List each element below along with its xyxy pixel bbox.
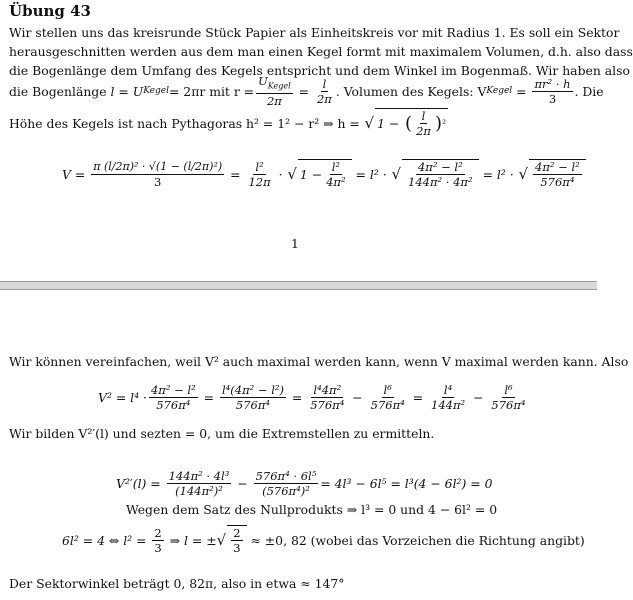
bogen-eq2: = 2πr mit r = (168, 83, 255, 99)
hoehe-text: Höhe des Kegels ist nach Pythagoras h² = 1² − r² ⇒ h = (9, 115, 360, 131)
page-1 (0, 0, 633, 281)
nullprodukt-line: Wegen dem Satz des Nullprodukts ⇒ l³ = 0 und 4 − 6l² = 0 (126, 502, 498, 517)
page-number: 1 (291, 236, 299, 251)
bogen-prefix: die Bogenlänge (9, 83, 107, 99)
bilden-line: Wir bilden V²′(l) und sezten = 0, um die Extremstellen zu ermitteln. (9, 426, 435, 441)
fraction-volume: $\frac{\text{πr² · h}}{3}$ (534, 76, 571, 106)
kegel-subscript: Kegel (143, 86, 169, 96)
intro-line-3: die Bogenlänge dem Umfang des Kegels entspricht und dem Winkel im Bogenmaß. Wir haben also (9, 63, 630, 78)
volume-equation: V = $\frac{\text{π (l/2π)² · √(1 − (l/2π)²)}}{3}$ = $\frac{\text{l²}}{12\pi}$ · √ 1 − $\frac{\text{l²}}{\text{4π²}}$ = l² · √ $\frac{\text{4π² − l²}}{\text{144π² · 4π²}}$ = l² · √ $\frac{\text{4π² − l²}}{\text{576π⁴}}$ (62, 152, 586, 196)
simplify-line: Wir können vereinfachen, weil V² auch maximal werden kann, wenn V maximal werden kann. Also (9, 354, 629, 369)
fraction-l-2pi: $\frac{l}{2\pi}$ (316, 76, 332, 106)
page-2 (0, 290, 629, 600)
hoehe-line: Höhe des Kegels ist nach Pythagoras h² = 1² − r² ⇒ h = √ 1 − ( $\frac{l}{2\pi}$ ) ² (9, 109, 447, 138)
bogen-line: die Bogenlänge l = U Kegel = 2πr mit r = $\frac{U_{Kegel}}{2\pi}$ = $\frac{l}{2\pi}$ . Volumen des Kegels: V Kegel = $\frac{\text{πr² · h}}{3}$ . Die (9, 73, 604, 109)
v2-equation: V² = l⁴ · $\frac{\text{4π² − l²}}{\text{576π⁴}}$ = $\frac{\text{l⁴(4π² − l²)}}{\text{576π⁴}}$ = $\frac{\text{l⁴4π²}}{\text{576π⁴}}$ − $\frac{\text{l⁶}}{\text{576π⁴}}$ = $\frac{\text{l⁴}}{\text{144π²}}$ − $\frac{\text{l⁶}}{\text{576π⁴}}$ (98, 382, 526, 412)
derivative-equation: V²′(l) = $\frac{\text{144π² · 4l³}}{\text{(144π²)²}}$ − $\frac{\text{576π⁴ · 6l⁵}}{\text{(576π⁴)²}}$ = 4l³ − 6l⁵ = l³(4 − 6l²) = 0 (116, 468, 493, 498)
fraction-v-main: $\frac{\text{π (l/2π)² · √(1 − (l/2π)²)}}{3}$ (93, 159, 223, 189)
die-text: . Die (574, 83, 604, 99)
page-separator (0, 281, 597, 290)
intro-line-1: Wir stellen uns das kreisrunde Stück Papier als Einheitskreis vor mit Radius 1. Es soll ein Sektor (9, 25, 620, 40)
sqrt-h: 1 − ( $\frac{l}{2\pi}$ ) ² (377, 109, 447, 138)
exercise-title: Übung 43 (9, 2, 91, 20)
solution-line: 6l² = 4 ⇔ l² = $\frac{2}{3}$ ⇒ l = ± √ $\frac{2}{3}$ ≈ ±0, 82 (wobei das Vorzeichen die Richtung angibt) (62, 525, 585, 555)
bogen-eq: l = U (110, 83, 144, 99)
volumen-text: . Volumen des Kegels: V (335, 83, 487, 99)
winkel-line: Der Sektorwinkel beträgt 0, 82π, also in etwa ≈ 147° (9, 576, 345, 591)
fraction-ukegel-2pi: $\frac{U_{Kegel}}{2\pi}$ (258, 73, 291, 109)
intro-line-2: herausgeschnitten werden aus dem man einen Kegel formt mit maximalem Volumen, d.h. also dass (9, 44, 633, 59)
